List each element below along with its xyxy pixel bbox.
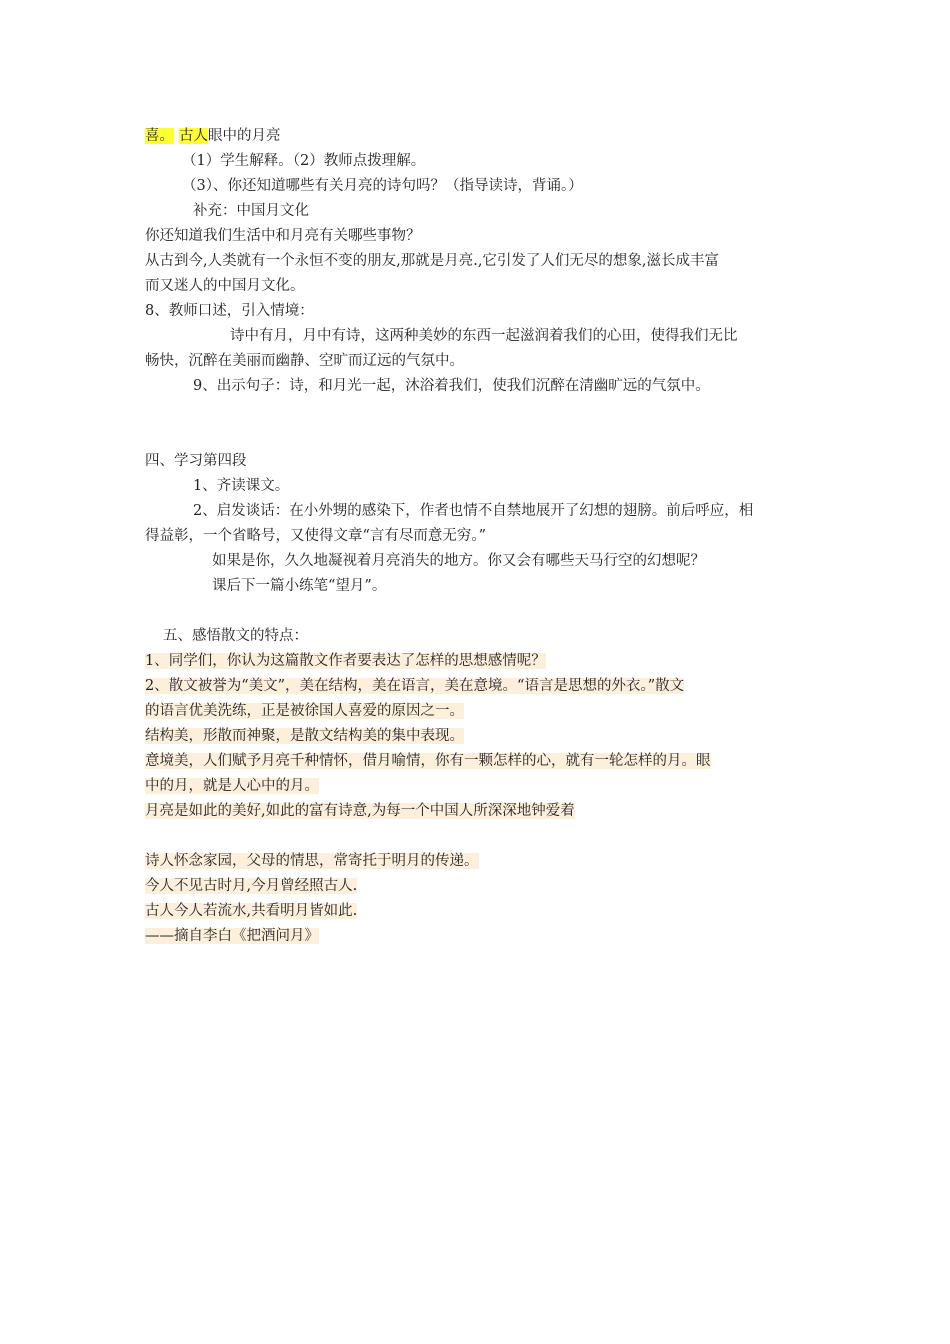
line-6: 从古到今,人类就有一个永恒不变的朋友,那就是月亮.,它引发了人们无尽的想象,滋长成丰富	[145, 253, 720, 269]
line-11: 9、出示句子：诗，和月光一起，沐浴着我们，使我们沉醉在清幽旷远的气氛中。	[193, 378, 710, 394]
line-20: 2、散文被誉为“美文”，美在结构，美在语言，美在意境。“语言是思想的外衣。”散文	[145, 678, 685, 694]
line-24: 中的月，就是人心中的月。	[145, 778, 319, 794]
line-5: 你还知道我们生活中和月亮有关哪些事物？	[145, 228, 421, 244]
line-1	[145, 126, 281, 146]
line-26: 诗人怀念家园，父母的情思，常寄托于明月的传递。	[145, 853, 479, 869]
line-2: （1）学生解释。（2）教师点拨理解。	[182, 153, 426, 169]
highlight-guren: 古人	[179, 128, 208, 144]
line-15: 得益彰，一个省略号，又使得文章“言有尽而意无穷。”	[145, 528, 487, 544]
line-10: 畅快，沉醉在美丽而幽静、空旷而辽远的气氛中。	[145, 353, 464, 369]
line-4: 补充：中国月文化	[193, 203, 309, 219]
line-19: 1、同学们，你认为这篇散文作者要表达了怎样的思想感情呢？	[145, 653, 546, 669]
section-4-heading: 四、学习第四段	[145, 453, 247, 469]
line-9: 诗中有月，月中有诗，这两种美妙的东西一起滋润着我们的心田，使得我们无比	[230, 328, 738, 344]
line-7: 而又迷人的中国月文化。	[145, 278, 305, 294]
line-17: 课后下一篇小练笔“望月”。	[212, 578, 387, 594]
line-16: 如果是你，久久地凝视着月亮消失的地方。你又会有哪些天马行空的幻想呢？	[212, 553, 705, 569]
line-14: 2、启发谈话：在小外甥的感染下，作者也情不自禁地展开了幻想的翅膀。前后呼应，相	[193, 503, 754, 519]
line-25: 月亮是如此的美好,如此的富有诗意,为每一个中国人所深深地钟爱着	[145, 803, 575, 819]
line-13: 1、齐读课文。	[193, 478, 290, 494]
line-27: 今人不见古时月,今月曾经照古人.	[145, 878, 358, 894]
section-5-heading: 五、感悟散文的特点：	[163, 628, 308, 644]
line-28: 古人今人若流水,共看明月皆如此.	[145, 903, 358, 919]
line-23: 意境美，人们赋予月亮千种情怀，借月喻情，你有一颗怎样的心，就有一轮怎样的月。眼	[145, 753, 711, 769]
line-22: 结构美，形散而神聚，是散文结构美的集中表现。	[145, 728, 464, 744]
line-21: 的语言优美洗练，正是被徐国人喜爱的原因之一。	[145, 703, 464, 719]
line-29: ——摘自李白《把酒问月》	[145, 928, 319, 944]
line-3: （3）、你还知道哪些有关月亮的诗句吗？（指导读诗，背诵。）	[182, 178, 583, 194]
line-1-rest: 眼中的月亮	[208, 128, 281, 144]
line-8: 8、教师口述，引入情境：	[145, 303, 314, 319]
highlight-xi: 喜。	[145, 128, 174, 144]
